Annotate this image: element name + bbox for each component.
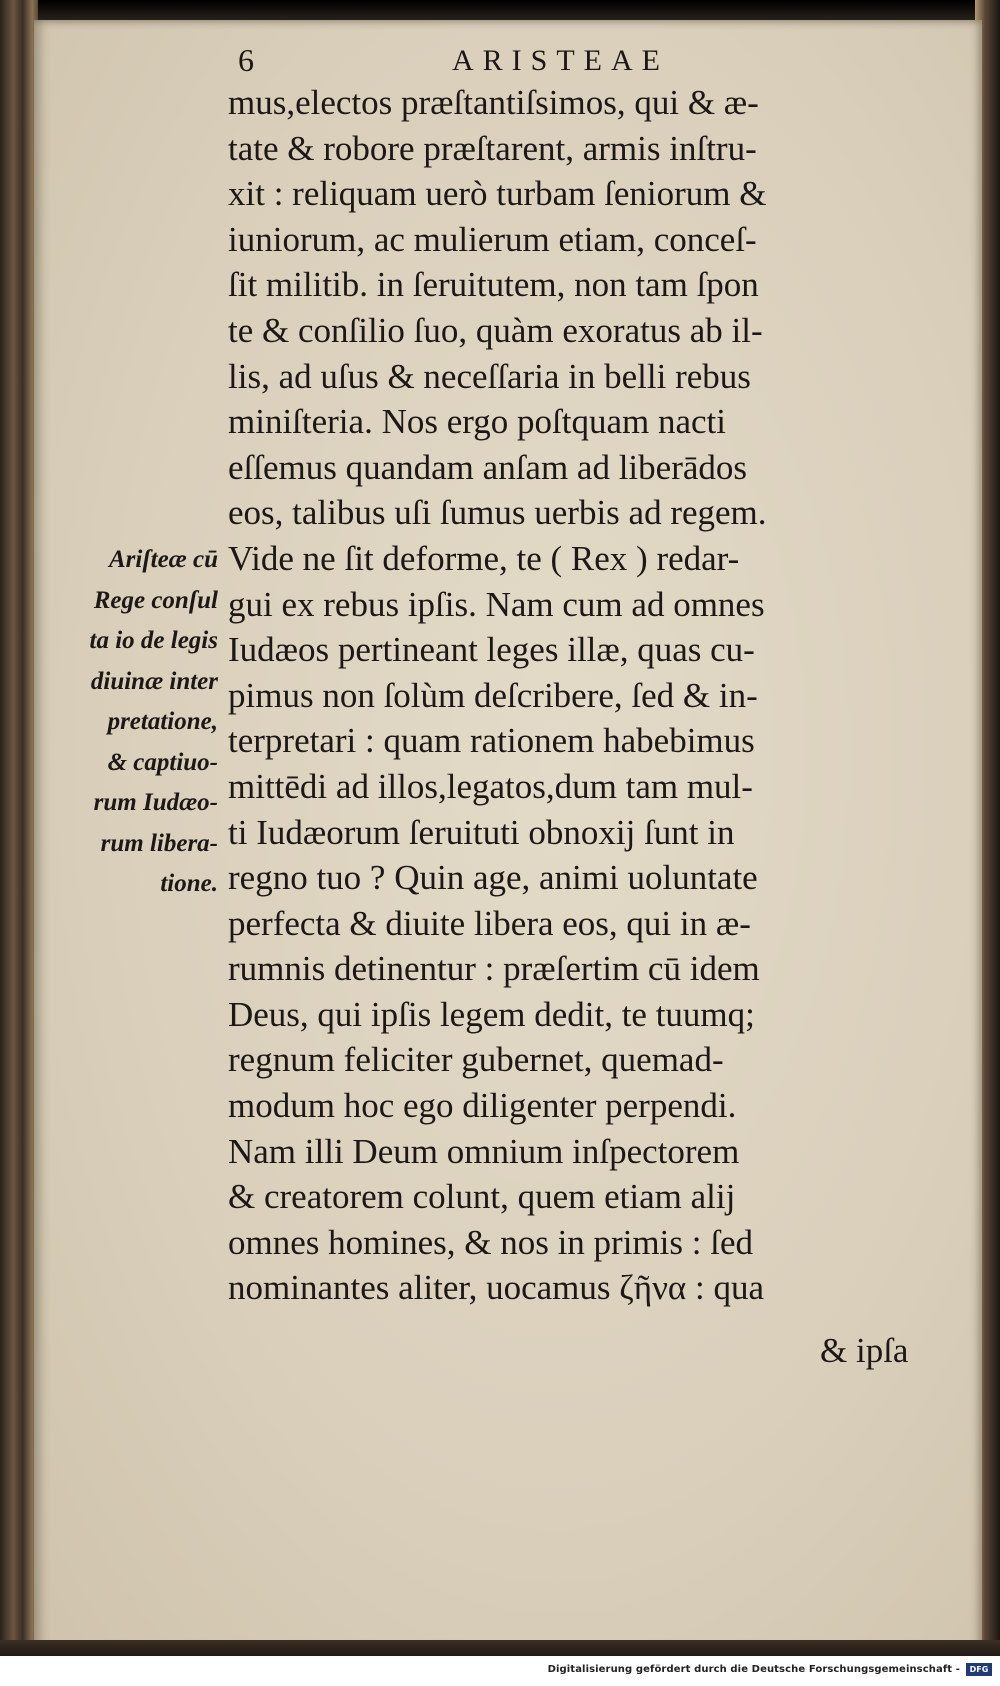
body-text [228,80,928,1311]
body-line: te & conſilio ſuo, quàm exoratus ab il- [228,310,763,350]
margin-note-line: rum libera- [100,829,218,857]
body-line: tate & robore præſtarent, armis inſtru- [228,128,757,168]
catchword: & ipſa [820,1331,909,1370]
margin-note-line: pretatione, [107,708,218,735]
body-line: Deus, qui ipſis legem dedit, te tuumq; [228,994,755,1034]
body-line: miniſteria. Nos ergo poſtquam nacti [228,402,726,442]
body-line: iuniorum, ac mulierum etiam, conceſ- [228,219,757,259]
body-line: regno tuo ? Quin age, animi uoluntate [228,858,758,898]
dfg-logo: DFG [966,1663,992,1676]
margin-note-line: tione. [160,870,218,897]
top-shadow [0,0,1000,22]
margin-note-line: diuinæ inter [90,667,218,695]
body-line: regnum feliciter gubernet, quemad- [228,1040,724,1080]
body-line: ſit militib. in ſeruitutem, non tam ſpon [228,265,759,305]
body-line: eſſemus quandam anſam ad liberādos [228,447,748,487]
book-binding-edge [0,0,38,1655]
margin-note-line: ta io de legis [89,627,218,654]
body-line: xit : reliquam uerò turbam ſeniorum & [228,174,767,214]
body-line: Vide ne ſit deforme, te ( Rex ) redar- [228,538,740,578]
margin-note-line: & captiuo- [107,748,218,776]
body-line: mus,electos præſtantiſsimos, qui & æ- [228,83,759,122]
body-line: modum hoc ego diligenter perpendi. [228,1086,737,1126]
margin-note-line: Ariſteæ cū [108,546,218,573]
body-line: pimus non ſolùm deſcribere, ſed & in- [228,675,758,715]
running-head: ARISTEAE [452,44,669,77]
page-number: 6 [238,42,254,78]
margin-note-line: Rege conſul [93,586,218,614]
body-line: gui ex rebus ipſis. Nam cum ad omnes [228,584,765,624]
body-line: lis, ad uſus & neceſſaria in belli rebus [228,356,751,396]
body-line: rumnis detinentur : præſertim cū idem [228,949,760,989]
margin-note [60,540,218,905]
body-line: nominantes aliter, uocamus ζῆνα : qua [228,1268,764,1308]
funding-credit: Digitalisierung gefördert durch die Deutsche Forschungsgemeinschaft - [547,1664,960,1675]
body-line: eos, talibus uſi ſumus uerbis ad regem. [228,493,767,533]
body-line: Iudæos pertineant leges illæ, quas cu- [228,630,755,670]
body-line: terpretari : quam rationem habebimus [228,721,755,761]
body-line: ti Iudæorum ſeruituti obnoxij ſunt in [228,812,735,852]
body-line: mittēdi ad illos,legatos,dum tam mul- [228,766,753,806]
body-line: omnes homines, & nos in primis : ſed [228,1222,753,1262]
body-line: perfecta & diuite libera eos, qui in æ- [228,903,751,943]
body-line: & creatorem colunt, quem etiam alij [228,1177,736,1217]
margin-note-line: rum Iudæo- [93,789,218,816]
body-line: Nam illi Deum omnium inſpectorem [228,1131,740,1171]
